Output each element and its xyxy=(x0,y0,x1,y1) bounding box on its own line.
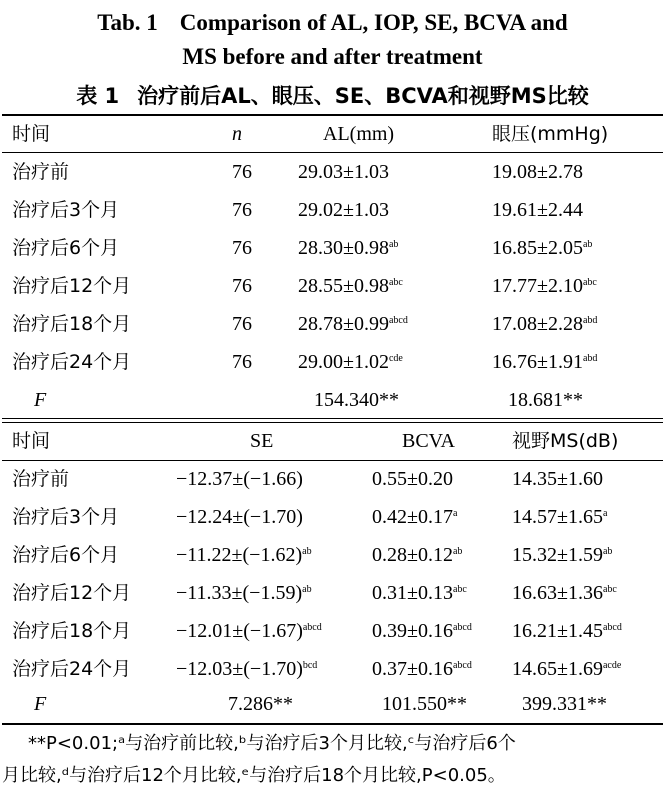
row-ms: 15.32±1.59$^{ab}$ xyxy=(512,544,613,566)
row-ms: $16.21\pm 1.45^{abcd}$ xyxy=(512,620,622,642)
row-time: 治疗后24个月 xyxy=(12,658,132,680)
title-cn xyxy=(0,80,665,110)
header-time: 时间 xyxy=(12,430,51,452)
row-ms: 14.35±1.60 xyxy=(512,468,603,490)
header-bcva: BCVA xyxy=(402,430,455,452)
row-time: 治疗后12个月 xyxy=(12,275,132,297)
table-row xyxy=(0,191,665,229)
f-bcva: 101.550** xyxy=(382,693,467,715)
f-iop: 18.681** xyxy=(508,389,583,411)
row-iop: 19.61±2.44 xyxy=(492,199,583,221)
row-time: 治疗后18个月 xyxy=(12,313,132,335)
row-bcva: $0.39\pm 0.16^{abcd}$ xyxy=(372,620,472,642)
table1-header-row xyxy=(0,115,665,153)
row-se: $-12.03\pm(-1.70)^{bcd}$ xyxy=(176,658,318,680)
row-iop: 16.76±1.91$^{abd}$ xyxy=(492,351,598,373)
row-se: $-11.33\pm(-1.59)^{ab}$ xyxy=(176,582,312,604)
table2-f-row xyxy=(0,685,665,723)
table-row xyxy=(0,612,665,650)
row-n: 76 xyxy=(232,237,252,259)
row-iop: 16.85±2.05$^{ab}$ xyxy=(492,237,593,259)
row-iop: 19.08±2.78 xyxy=(492,161,583,183)
row-n: 76 xyxy=(232,161,252,183)
row-al: 29.02±1.03 xyxy=(298,199,389,221)
footnote-line1: **P<0.01;ᵃ与治疗前比较,ᵇ与治疗后3个月比较,ᶜ与治疗后6个 xyxy=(28,733,516,754)
row-al: 29.00±1.02$^{cde}$ xyxy=(298,351,403,373)
table-bottom-rule xyxy=(2,723,663,725)
table-row xyxy=(0,536,665,574)
table-number-en: Tab. 1 xyxy=(97,10,158,35)
row-bcva: 0.42±0.17$^a$ xyxy=(372,506,458,528)
row-ms: $14.65\pm 1.69^{acde}$ xyxy=(512,658,622,680)
row-n: 76 xyxy=(232,313,252,335)
f-ms: 399.331** xyxy=(522,693,607,715)
table-row xyxy=(0,267,665,305)
table-row xyxy=(0,305,665,343)
row-n: 76 xyxy=(232,275,252,297)
table-row xyxy=(0,229,665,267)
title-en-line2: MS before and after treatment xyxy=(182,44,483,69)
table-row xyxy=(0,650,665,688)
row-bcva: $0.37\pm 0.16^{abcd}$ xyxy=(372,658,472,680)
row-bcva: 0.31±0.13$^{abc}$ xyxy=(372,582,467,604)
row-time: 治疗后12个月 xyxy=(12,582,132,604)
row-n: 76 xyxy=(232,351,252,373)
row-se: −12.37±(−1.66) xyxy=(176,468,303,490)
row-iop: 17.77±2.10$^{abc}$ xyxy=(492,275,597,297)
row-al: 29.03±1.03 xyxy=(298,161,389,183)
row-time: 治疗前 xyxy=(12,161,70,183)
row-se: $-11.22\pm(-1.62)^{ab}$ xyxy=(176,544,312,566)
footnote xyxy=(2,728,663,792)
table-row xyxy=(0,498,665,536)
row-time: 治疗后24个月 xyxy=(12,351,132,373)
f-al: 154.340** xyxy=(314,389,399,411)
row-ms: 14.57±1.65$^a$ xyxy=(512,506,608,528)
row-n: 76 xyxy=(232,199,252,221)
table-row xyxy=(0,153,665,191)
header-time: 时间 xyxy=(12,123,51,145)
row-ms: 16.63±1.36$^{abc}$ xyxy=(512,582,617,604)
title-en-text: Comparison of AL, IOP, SE, BCVA and xyxy=(179,10,568,35)
title-en-line1 xyxy=(0,10,665,36)
row-se: −12.24±(−1.70) xyxy=(176,506,303,528)
f-label: F xyxy=(34,389,47,411)
table2-header-row xyxy=(0,422,665,460)
table-row xyxy=(0,574,665,612)
row-al: 28.55±0.98$^{abc}$ xyxy=(298,275,403,297)
table-divider-rule-upper xyxy=(2,418,663,419)
row-bcva: 0.28±0.12$^{ab}$ xyxy=(372,544,463,566)
header-ms: 视野MS(dB) xyxy=(512,430,619,452)
header-al: AL(mm) xyxy=(323,123,395,145)
row-al: 28.30±0.98$^{ab}$ xyxy=(298,237,399,259)
row-time: 治疗后3个月 xyxy=(12,506,120,528)
table-row xyxy=(0,460,665,498)
header-iop: 眼压(mmHg) xyxy=(492,123,609,145)
row-time: 治疗后6个月 xyxy=(12,544,120,566)
header-n: n xyxy=(232,123,242,145)
row-bcva: 0.55±0.20 xyxy=(372,468,453,490)
row-time: 治疗前 xyxy=(12,468,70,490)
f-se: 7.286** xyxy=(228,693,293,715)
row-time: 治疗后3个月 xyxy=(12,199,120,221)
table-row xyxy=(0,343,665,381)
row-time: 治疗后6个月 xyxy=(12,237,120,259)
footnote-line2: 月比较,ᵈ与治疗后12个月比较,ᵉ与治疗后18个月比较,P<0.05。 xyxy=(2,765,506,786)
table1-f-row xyxy=(0,381,665,419)
table-number-cn: 表 1 xyxy=(76,84,120,108)
row-se: $-12.01\pm(-1.67)^{abcd}$ xyxy=(176,620,322,642)
row-al: $28.78\pm 0.99^{abcd}$ xyxy=(298,313,408,335)
title-cn-text: 治疗前后AL、眼压、SE、BCVA和视野MS比较 xyxy=(137,84,589,108)
f-label: F xyxy=(34,693,47,715)
row-iop: 17.08±2.28$^{abd}$ xyxy=(492,313,598,335)
header-se: SE xyxy=(250,430,274,452)
row-time: 治疗后18个月 xyxy=(12,620,132,642)
